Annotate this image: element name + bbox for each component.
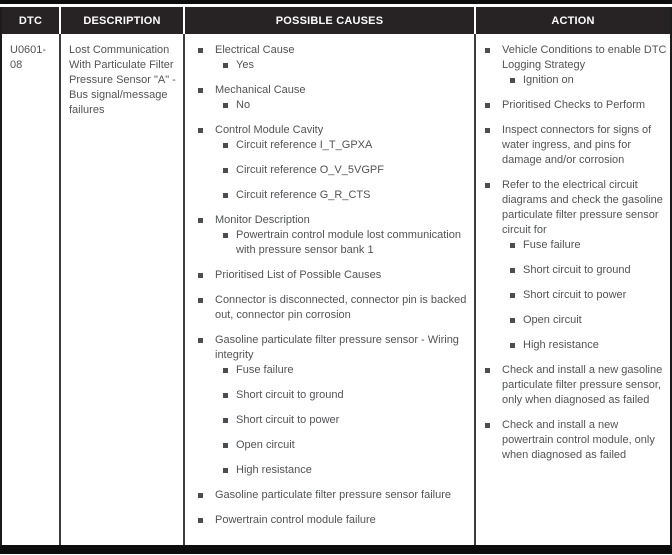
possible-causes-list (185, 43, 469, 528)
square-bullet-icon (485, 48, 490, 53)
list-item (215, 513, 469, 528)
list-item-text: No (236, 99, 251, 111)
header-cell-action: ACTION (474, 7, 670, 34)
list-item (502, 363, 667, 408)
header-cell-possible-causes: POSSIBLE CAUSES (183, 7, 474, 34)
square-bullet-icon (223, 143, 228, 148)
list-item (236, 438, 469, 453)
list-item (215, 43, 469, 73)
list-item-text: Circuit reference G_R_CTS (236, 189, 371, 201)
square-bullet-icon (223, 443, 228, 448)
list-item (523, 338, 667, 353)
square-bullet-icon (510, 343, 515, 348)
list-item (236, 98, 469, 113)
list-item-text: Fuse failure (236, 364, 294, 376)
action-list (476, 43, 667, 463)
square-bullet-icon (485, 183, 490, 188)
square-bullet-icon (223, 103, 228, 108)
square-bullet-icon (198, 48, 203, 53)
sub-list (215, 58, 469, 73)
sub-list (215, 228, 469, 258)
sub-list (215, 363, 469, 478)
list-item (236, 188, 469, 203)
list-item-text: Powertrain control module failure (215, 514, 376, 526)
possible-causes-cell (183, 34, 474, 545)
list-item (502, 123, 667, 168)
header-cell-dtc: DTC (2, 7, 59, 34)
list-item (215, 123, 469, 203)
list-item-text: Gasoline particulate filter pressure sensor failure (215, 489, 452, 501)
list-item-text: Short circuit to ground (523, 264, 631, 276)
square-bullet-icon (223, 193, 228, 198)
list-item-text: Check and install a new powertrain control module, only when diagnosed as failed (502, 419, 655, 461)
square-bullet-icon (198, 273, 203, 278)
list-item-text: Powertrain control module lost communication with pressure sensor bank 1 (236, 229, 461, 256)
square-bullet-icon (485, 368, 490, 373)
square-bullet-icon (510, 78, 515, 83)
list-item-text: Vehicle Conditions to enable DTC Logging Strategy (502, 44, 667, 71)
dtc-cell: U0601-08 (2, 34, 59, 545)
description-cell: Lost Communication With Particulate Filter Pressure Sensor "A" - Bus signal/message failures (59, 34, 183, 545)
square-bullet-icon (198, 338, 203, 343)
list-item-text: High resistance (236, 464, 312, 476)
square-bullet-icon (223, 468, 228, 473)
list-item (523, 73, 667, 88)
square-bullet-icon (223, 233, 228, 238)
list-item-text: Fuse failure (523, 239, 581, 251)
list-item (236, 58, 469, 73)
list-item (215, 268, 469, 283)
list-item (523, 288, 667, 303)
list-item-text: Open circuit (523, 314, 582, 326)
list-item (523, 238, 667, 253)
square-bullet-icon (223, 63, 228, 68)
list-item-text: Open circuit (236, 439, 295, 451)
square-bullet-icon (198, 128, 203, 133)
list-item (215, 83, 469, 113)
list-item (215, 293, 469, 323)
list-item (236, 363, 469, 378)
square-bullet-icon (198, 88, 203, 93)
square-bullet-icon (198, 493, 203, 498)
list-item (502, 98, 667, 113)
square-bullet-icon (198, 298, 203, 303)
square-bullet-icon (198, 218, 203, 223)
sub-list (215, 138, 469, 203)
list-item-text: High resistance (523, 339, 599, 351)
list-item (502, 43, 667, 88)
square-bullet-icon (510, 318, 515, 323)
list-item-text: Short circuit to ground (236, 389, 344, 401)
list-item (215, 333, 469, 478)
list-item-text: Circuit reference O_V_5VGPF (236, 164, 384, 176)
sub-list (502, 73, 667, 88)
square-bullet-icon (485, 103, 490, 108)
list-item-text: Connector is disconnected, connector pin is backed out, connector pin corrosion (215, 294, 467, 321)
list-item-text: Control Module Cavity (215, 124, 324, 136)
square-bullet-icon (223, 393, 228, 398)
list-item-text: Mechanical Cause (215, 84, 306, 96)
action-cell (474, 34, 670, 545)
list-item (236, 413, 469, 428)
bottom-border-bar (0, 545, 672, 554)
list-item-text: Refer to the electrical circuit diagrams and check the gasoline particulate filter pressure sensor circuit for (502, 179, 663, 236)
list-item-text: Electrical Cause (215, 44, 295, 56)
list-item (523, 263, 667, 278)
list-item (236, 388, 469, 403)
list-item-text: Prioritised Checks to Perform (502, 99, 646, 111)
list-item-text: Short circuit to power (523, 289, 627, 301)
square-bullet-icon (223, 368, 228, 373)
list-item-text: Monitor Description (215, 214, 310, 226)
list-item (215, 488, 469, 503)
table-header-row (2, 7, 670, 34)
sub-list (502, 238, 667, 353)
list-item (236, 228, 469, 258)
list-item (236, 138, 469, 153)
list-item (236, 163, 469, 178)
header-cell-description: DESCRIPTION (59, 7, 183, 34)
square-bullet-icon (510, 268, 515, 273)
sub-list (215, 98, 469, 113)
list-item-text: Circuit reference I_T_GPXA (236, 139, 373, 151)
list-item-text: Short circuit to power (236, 414, 340, 426)
list-item (215, 213, 469, 258)
square-bullet-icon (510, 243, 515, 248)
table-body-row (2, 34, 670, 545)
list-item (502, 178, 667, 353)
list-item-text: Check and install a new gasoline particulate filter pressure sensor, only when diagnosed as failed (502, 364, 663, 406)
dtc-table (0, 7, 672, 545)
square-bullet-icon (223, 168, 228, 173)
list-item-text: Yes (236, 59, 254, 71)
square-bullet-icon (198, 518, 203, 523)
square-bullet-icon (223, 418, 228, 423)
square-bullet-icon (485, 128, 490, 133)
list-item-text: Inspect connectors for signs of water ingress, and pins for damage and/or corrosion (502, 124, 652, 166)
list-item (236, 463, 469, 478)
list-item-text: Gasoline particulate filter pressure sensor - Wiring integrity (215, 334, 459, 361)
square-bullet-icon (510, 293, 515, 298)
list-item (502, 418, 667, 463)
list-item (523, 313, 667, 328)
list-item-text: Prioritised List of Possible Causes (215, 269, 382, 281)
square-bullet-icon (485, 423, 490, 428)
list-item-text: Ignition on (523, 74, 574, 86)
